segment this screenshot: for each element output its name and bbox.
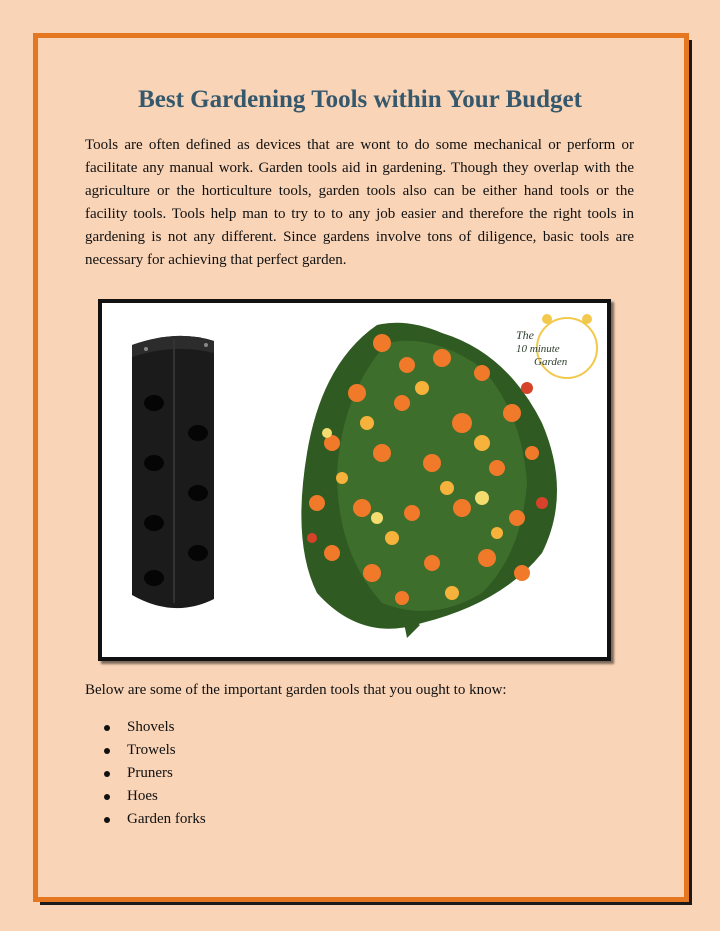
bullet-icon bbox=[104, 725, 110, 731]
list-item bbox=[104, 716, 206, 739]
page-title: Best Gardening Tools within Your Budget bbox=[138, 86, 582, 113]
garden-photo-frame bbox=[98, 299, 611, 661]
bullet-icon bbox=[104, 771, 110, 777]
list-item-label: Trowels bbox=[127, 742, 176, 758]
bullet-icon bbox=[104, 794, 110, 800]
list-item bbox=[104, 785, 206, 808]
list-item-label: Shovels bbox=[127, 719, 175, 735]
logo-line-1: The bbox=[516, 328, 534, 342]
list-item bbox=[104, 739, 206, 762]
intro-text: Tools are often defined as devices that are wont to do some mechanical or perform or facilitate any manual work. Garden tools aid in gardening. Though they overlap with the agriculture or the horticulture tools, garden tools also can be either hand tools or the facility tools. Tools help man to try to to any job easier and therefore the right tools in gardening is not any different. Since gardens involve tons of diligence, basic tools are necessary for achieving that perfect garden. bbox=[85, 137, 634, 268]
bullet-icon bbox=[104, 748, 110, 754]
garden-photo-illustration bbox=[102, 303, 607, 657]
logo-line-3: Garden bbox=[534, 356, 568, 368]
tools-lead-text: Below are some of the important garden tools that you ought to know: bbox=[85, 682, 507, 698]
tools-list bbox=[104, 716, 206, 831]
planter-tower-image bbox=[132, 336, 214, 608]
list-item-label: Pruners bbox=[127, 765, 173, 781]
intro-paragraph bbox=[85, 134, 634, 272]
list-item bbox=[104, 762, 206, 785]
bullet-icon bbox=[104, 817, 110, 823]
ten-minute-garden-logo bbox=[516, 314, 597, 378]
logo-line-2: 10 minute bbox=[516, 343, 560, 355]
list-item-label: Hoes bbox=[127, 788, 158, 804]
list-item-label: Garden forks bbox=[127, 811, 206, 827]
garden-photo bbox=[102, 303, 607, 657]
flower-tower-image bbox=[301, 323, 557, 638]
list-item bbox=[104, 808, 206, 831]
